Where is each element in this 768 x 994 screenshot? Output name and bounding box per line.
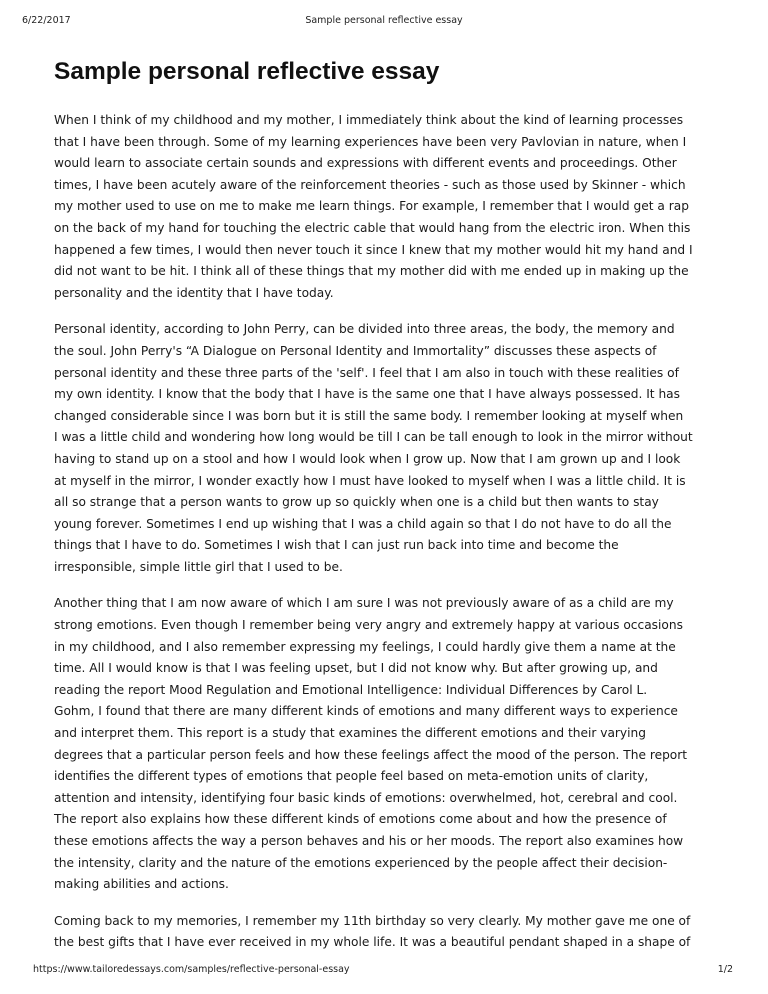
text-line: and interpret them. This report is a study that examines the different emotions and their varying bbox=[54, 726, 646, 741]
text-line: reading the report Mood Regulation and Emotional Intelligence: Individual Differences by Carol L. bbox=[54, 682, 648, 697]
text-line: at myself in the mirror, I wonder exactly how I must have looked to myself when I was a little child. It is bbox=[54, 473, 686, 488]
text-line: that I have been through. Some of my learning experiences have been very Pavlovian in nature, when I bbox=[54, 134, 687, 149]
text-line: happened a few times, I would then never touch it since I knew that my mother would hit my hand and I bbox=[54, 242, 693, 257]
text-line: would learn to associate certain sounds and expressions with different events and proceedings. Other bbox=[54, 156, 677, 171]
print-date: 6/22/2017 bbox=[22, 15, 71, 26]
print-footer bbox=[0, 964, 768, 978]
text-line: personality and the identity that I have today. bbox=[54, 285, 334, 300]
text-line: identifies the different types of emotions that people feel based on meta-emotion units of clarity, bbox=[54, 769, 649, 784]
text-line: the best gifts that I have ever received in my whole life. It was a beautiful pendant shaped in a shape of bbox=[54, 935, 691, 950]
text-line: Personal identity, according to John Perry, can be divided into three areas, the body, the memory and bbox=[54, 322, 675, 337]
paragraph-4 bbox=[54, 911, 716, 954]
text-line: changed considerable since I was born but it is still the same body. I remember looking at myself when bbox=[54, 408, 684, 423]
text-line: When I think of my childhood and my mother, I immediately think about the kind of learning processes bbox=[54, 113, 684, 127]
text-line: times, I have been acutely aware of the reinforcement theories - such as those used by Skinner - which bbox=[54, 177, 686, 192]
text-line: having to stand up on a stool and how I would look when I grow up. Now that I am grown up and I look bbox=[54, 451, 681, 466]
text-line: degrees that a particular person feels and how these feelings affect the mood of the person. The report bbox=[54, 747, 688, 762]
paragraph-2 bbox=[54, 319, 716, 578]
text-line: these emotions affects the way a person behaves and his or her moods. The report also examines how bbox=[54, 834, 684, 848]
text-line: strong emotions. Even though I remember being very angry and extremely happy at various occasions bbox=[54, 618, 683, 633]
text-line: my own identity. I know that the body that I have is the same one that I have always possessed. It has bbox=[54, 387, 680, 402]
text-line: irresponsible, simple little girl that I used to be. bbox=[54, 559, 343, 574]
paragraph-3 bbox=[54, 593, 716, 895]
text-line: all so strange that a person wants to grow up so quickly when one is a child but then wants to stay bbox=[54, 495, 659, 510]
article-title: Sample personal reflective essay bbox=[54, 58, 440, 85]
print-page-title: Sample personal reflective essay bbox=[305, 15, 463, 26]
text-line: personal identity and these three parts of the 'self'. I feel that I am also in touch with these realities of bbox=[54, 365, 679, 380]
text-line: my mother used to use on me to make me learn things. For example, I remember that I would get a rap bbox=[54, 199, 689, 214]
text-line: the intensity, clarity and the nature of the emotions experienced by the people affect their decision- bbox=[54, 855, 668, 870]
text-line: time. All I would know is that I was feeling upset, but I did not know why. But after growing up, and bbox=[54, 661, 658, 676]
print-header bbox=[0, 15, 768, 29]
page-number: 1/2 bbox=[717, 964, 733, 975]
text-line: attention and intensity, identifying four basic kinds of emotions: overwhelmed, hot, cerebral and cool. bbox=[54, 790, 678, 805]
text-line: in my childhood, and I also remember expressing my feelings, I could hardly give them a name at the bbox=[54, 639, 676, 654]
article-body bbox=[54, 110, 716, 969]
text-line: young forever. Sometimes I end up wishing that I was a child again so that I do not have to do all the bbox=[54, 516, 672, 531]
text-line: Coming back to my memories, I remember my 11th birthday so very clearly. My mother gave me one of bbox=[54, 913, 691, 928]
text-line: Gohm, I found that there are many different kinds of emotions and many different ways to experience bbox=[54, 704, 678, 719]
text-line: Another thing that I am now aware of which I am sure I was not previously aware of as a child are my bbox=[54, 596, 674, 611]
text-line: did not want to be hit. I think all of these things that my mother did with me ended up in making up the bbox=[54, 264, 689, 279]
text-line: The report also explains how these different kinds of emotions come about and how the presence of bbox=[54, 812, 667, 827]
text-line: on the back of my hand for touching the electric cable that would hang from the electric iron. When this bbox=[54, 220, 691, 235]
text-line: I was a little child and wondering how long would be till I can be tall enough to look in the mirror without bbox=[54, 430, 693, 445]
paragraph-1 bbox=[54, 110, 716, 304]
text-line: the soul. John Perry's “A Dialogue on Personal Identity and Immortality” discusses these aspects of bbox=[54, 343, 657, 358]
text-line: making abilities and actions. bbox=[54, 877, 229, 892]
text-line: things that I have to do. Sometimes I wish that I can just run back into time and become the bbox=[54, 538, 619, 553]
page-url: https://www.tailoredessays.com/samples/reflective-personal-essay bbox=[33, 964, 350, 975]
